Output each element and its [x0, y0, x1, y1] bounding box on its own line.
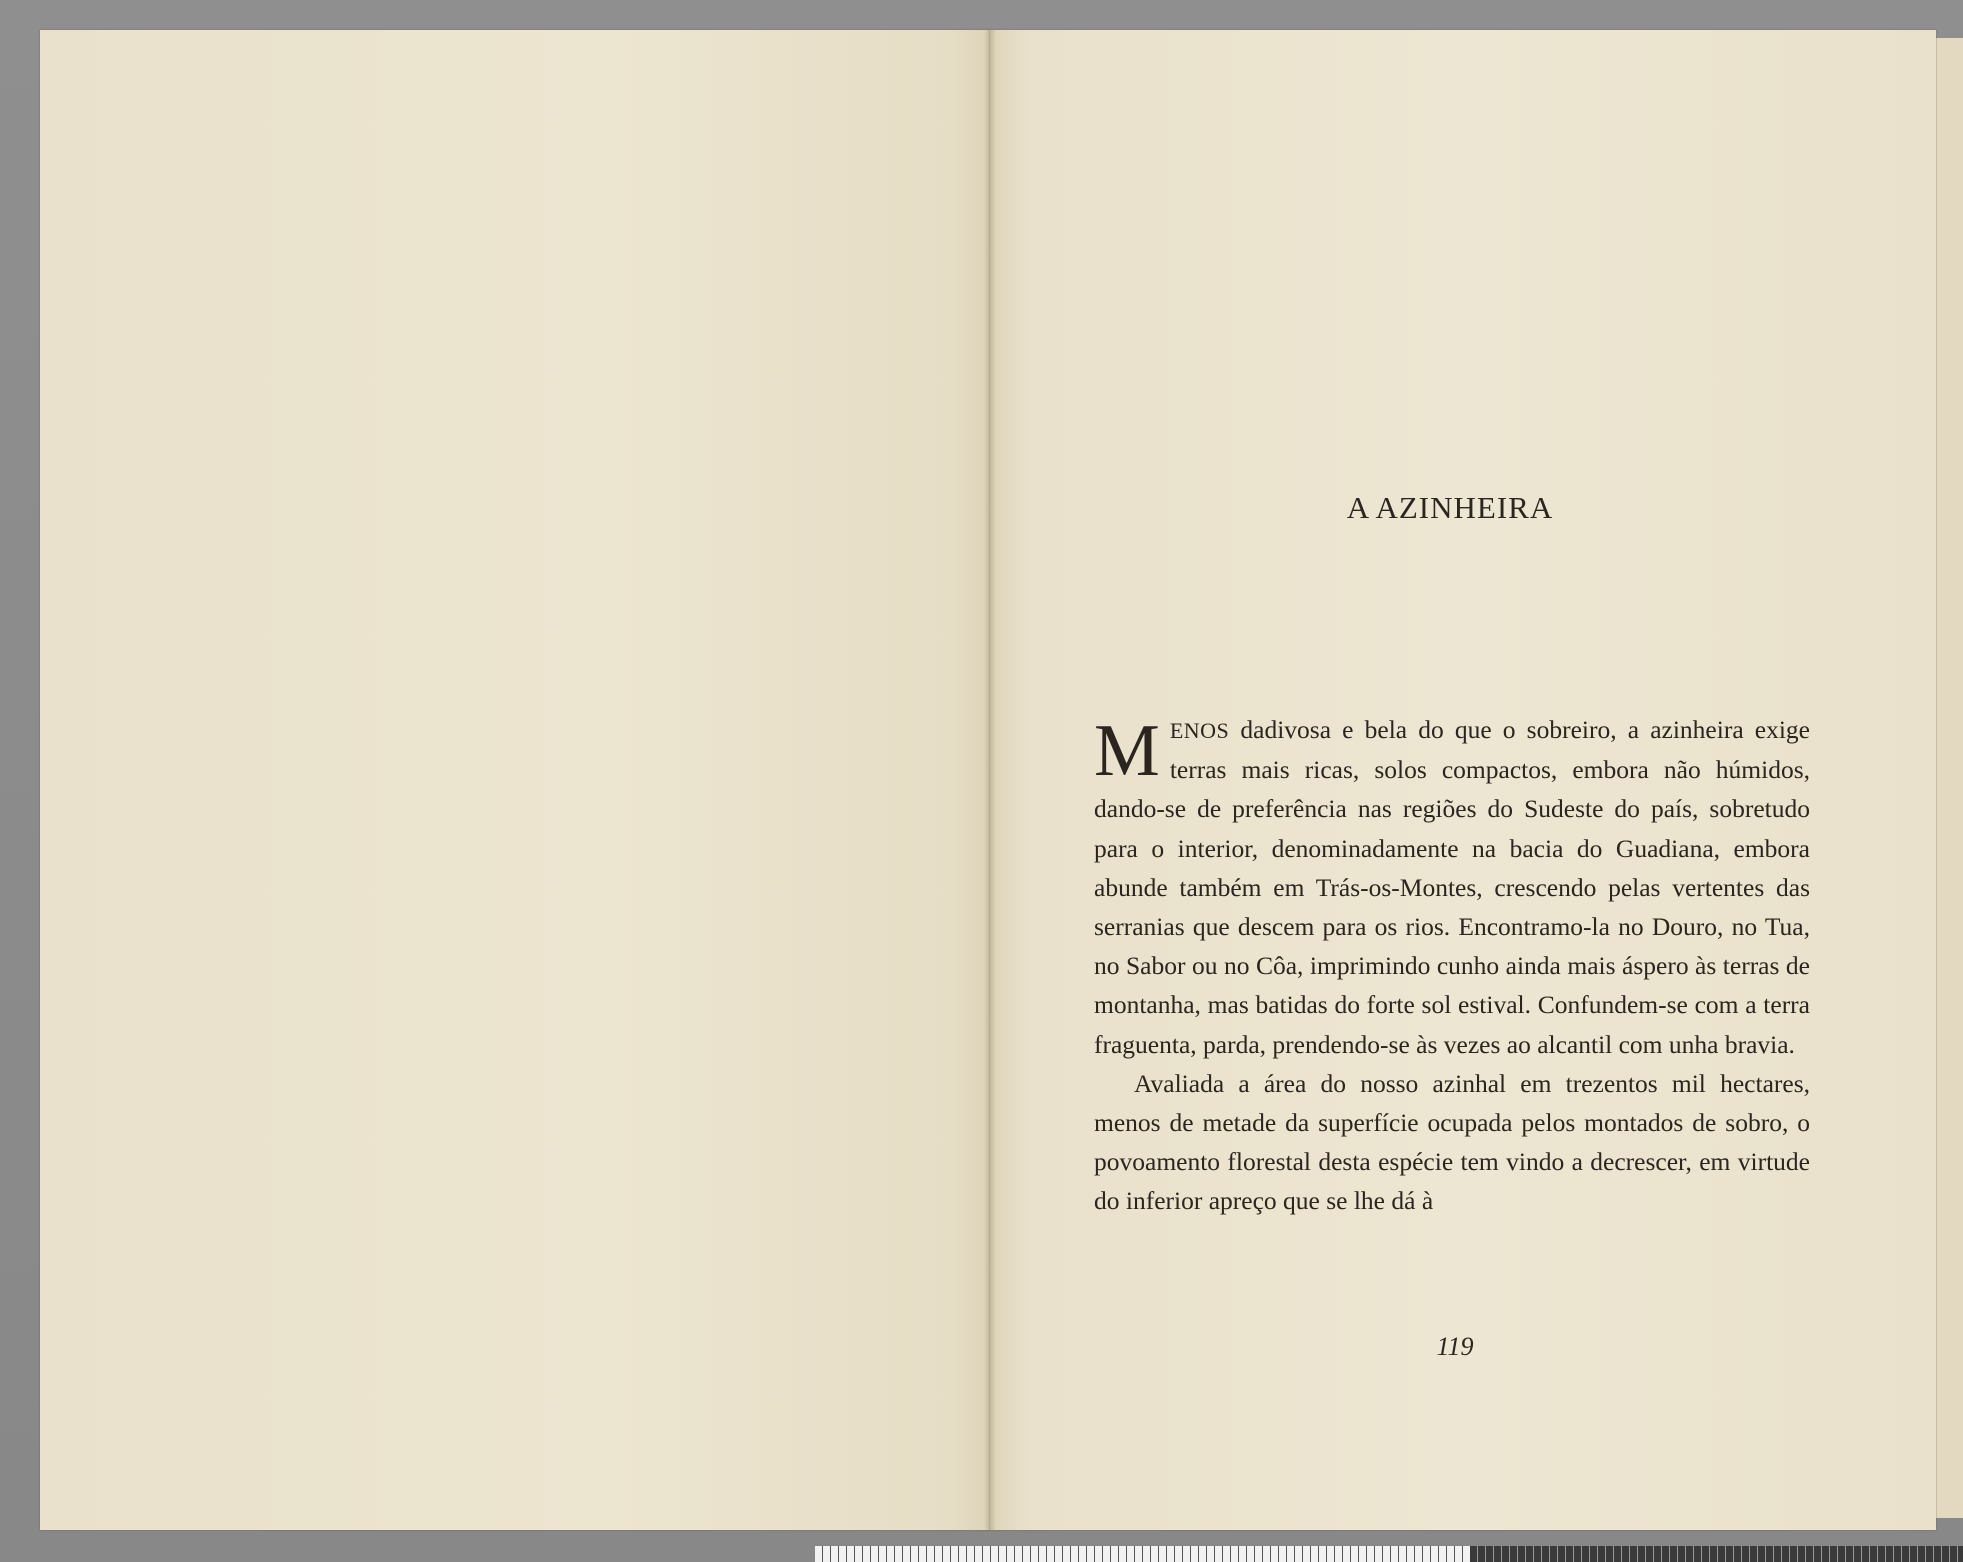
chapter-title: A AZINHEIRA: [1346, 490, 1554, 525]
left-page-blank: [40, 30, 990, 1530]
paragraph-1-text: dadivosa e bela do que o sobreiro, a azinheira exige terras mais ricas, solos compactos, embora não húmidos, dando-se de preferência nas regiões do Sudeste do país, sobretudo para o interior, denominadamente na bacia do Guadiana, embora abunde também em Trás-os-Montes, crescendo pelas vertentes das serranias que descem para os rios. Encontramo-la no Douro, no Tua, no Sabor ou no Côa, imprimindo cunho ainda mais áspero às terras de montanha, mas batidas do forte sol estival. Confundem-se com a terra fraguenta, parda, prendendo-se às vezes ao alcantil com unha bravia.: [1094, 715, 1810, 1059]
scale-ruler-dark: [1470, 1546, 1963, 1562]
page-edge: [1936, 38, 1963, 1518]
body-text: [1094, 710, 1810, 1221]
book-gutter: [984, 30, 996, 1530]
lead-word: ENOS: [1169, 718, 1230, 743]
drop-cap: M: [1094, 710, 1160, 792]
paragraph-2: Avaliada a área do nosso azinhal em trezentos mil hectares, menos de metade da superfície ocupada pelos montados de sobro, o povoamento florestal desta espécie tem vindo a decrescer, em virtude do inferior apreço que se lhe dá à: [1094, 1068, 1810, 1216]
page-number: 119: [1436, 1332, 1474, 1361]
paragraph-1: [1094, 710, 1810, 1064]
